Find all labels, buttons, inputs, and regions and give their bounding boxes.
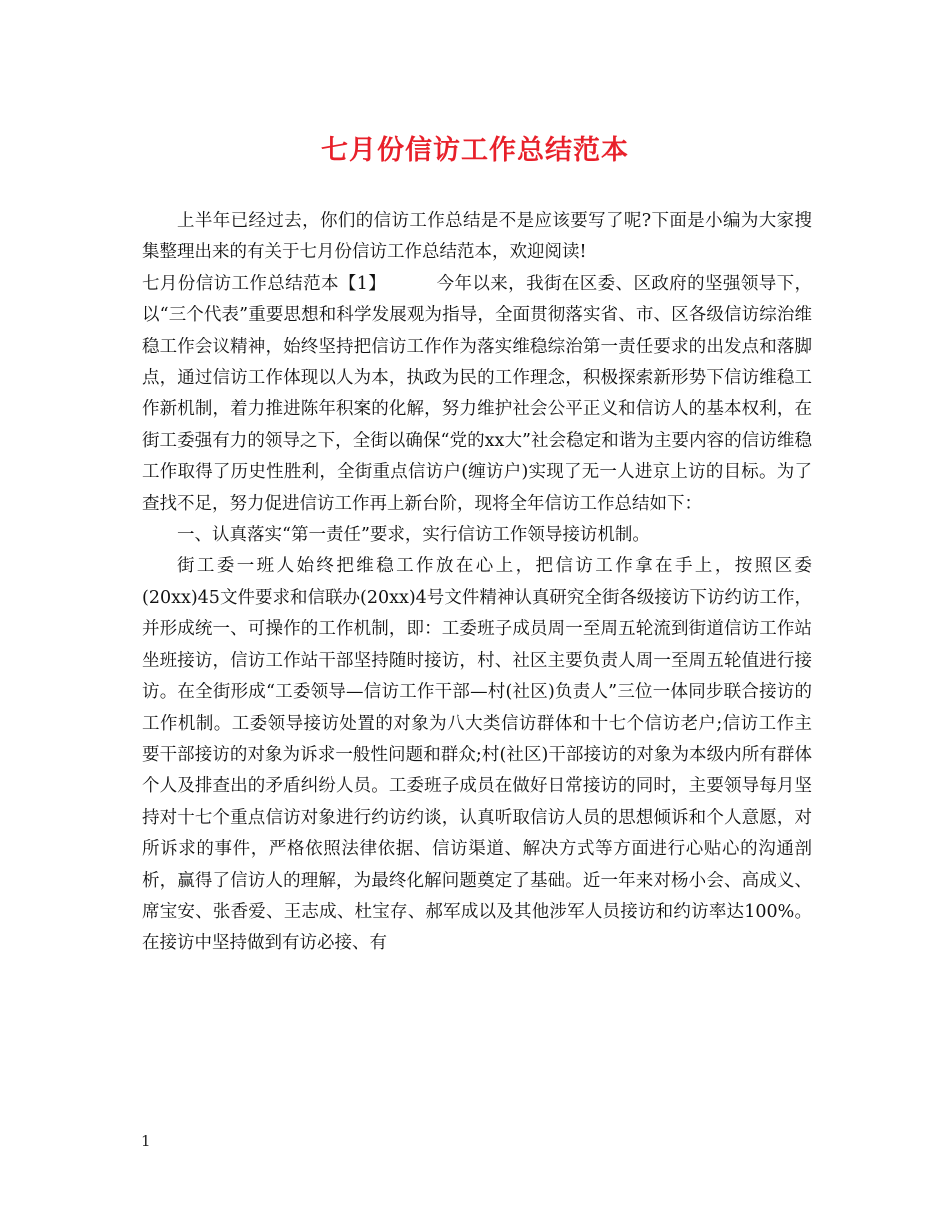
paragraph-1: 街工委一班人始终把维稳工作放在心上，把信访工作拿在手上，按照区委(20xx)45文件要求和信联办(20xx)4号文件精神认真研究全街各级接访下访约访工作，并形成统一、可操作的工作机制，即：工委班子成员周一至周五轮流到街道信访工作站坐班接访，信访工作站干部坚持随时接访，村、社区主要负责人周一至周五轮值进行接访。在全街形成“工委领导—信访工作干部—村(社区)负责人”三位一体同步联合接访的工作机制。工委领导接访处置的对象为八大类信访群体和十七个信访老户;信访工作主要干部接访的对象为诉求一般性问题和群众;村(社区)干部接访的对象为本级内所有群体个人及排查出的矛盾纠纷人员。工委班子成员在做好日常接访的同时，主要领导每月坚持对十七个重点信访对象进行约访约谈，认真听取信访人员的思想倾诉和个人意愿，对所诉求的事件，严格依照法律依据、信访渠道、解决方式等方面进行心贴心的沟通剖析，赢得了信访人的理解，为最终化解问题奠定了基础。近一年来对杨小会、高成义、席宝安、张香爱、王志成、杜宝存、郝军成以及其他涉军人员接访和约访率达100%。在接访中坚持做到有访必接、有 bbox=[142, 556, 812, 954]
page-number: 1 bbox=[141, 1132, 151, 1150]
document-title: 七月份信访工作总结范本 bbox=[321, 135, 629, 166]
heading-1: 一、认真落实“第一责任”要求，实行信访工作领导接访机制。 bbox=[177, 525, 650, 546]
document-body bbox=[142, 206, 812, 960]
section-text: 今年以来，我街在区委、区政府的坚强领导下，以“三个代表”重要思想和科学发展观为指导，全面贯彻落实省、市、区各级信访综治维稳工作会议精神，始终坚持把信访工作作为落实维稳综治第一责任要求的出发点和落脚点，通过信访工作体现以人为本，执政为民的工作理念，积极探索新形势下信访维稳工作新机制，着力推进陈年积案的化解，努力维护社会公平正义和信访人的基本权利，在街工委强有力的领导之下，全街以确保“党的xx大”社会稳定和谐为主要内容的信访维稳工作取得了历史性胜利，全街重点信访户(缠访户)实现了无一人进京上访的目标。为了查找不足，努力促进信访工作再上新台阶，现将全年信访工作总结如下： bbox=[142, 273, 813, 514]
section-label: 七月份信访工作总结范本【1】 bbox=[142, 273, 387, 294]
intro-paragraph: 上半年已经过去，你们的信访工作总结是不是应该要写了呢?下面是小编为大家搜集整理出来的有关于七月份信访工作总结范本，欢迎阅读! bbox=[142, 211, 812, 263]
section-paragraph bbox=[142, 269, 812, 520]
